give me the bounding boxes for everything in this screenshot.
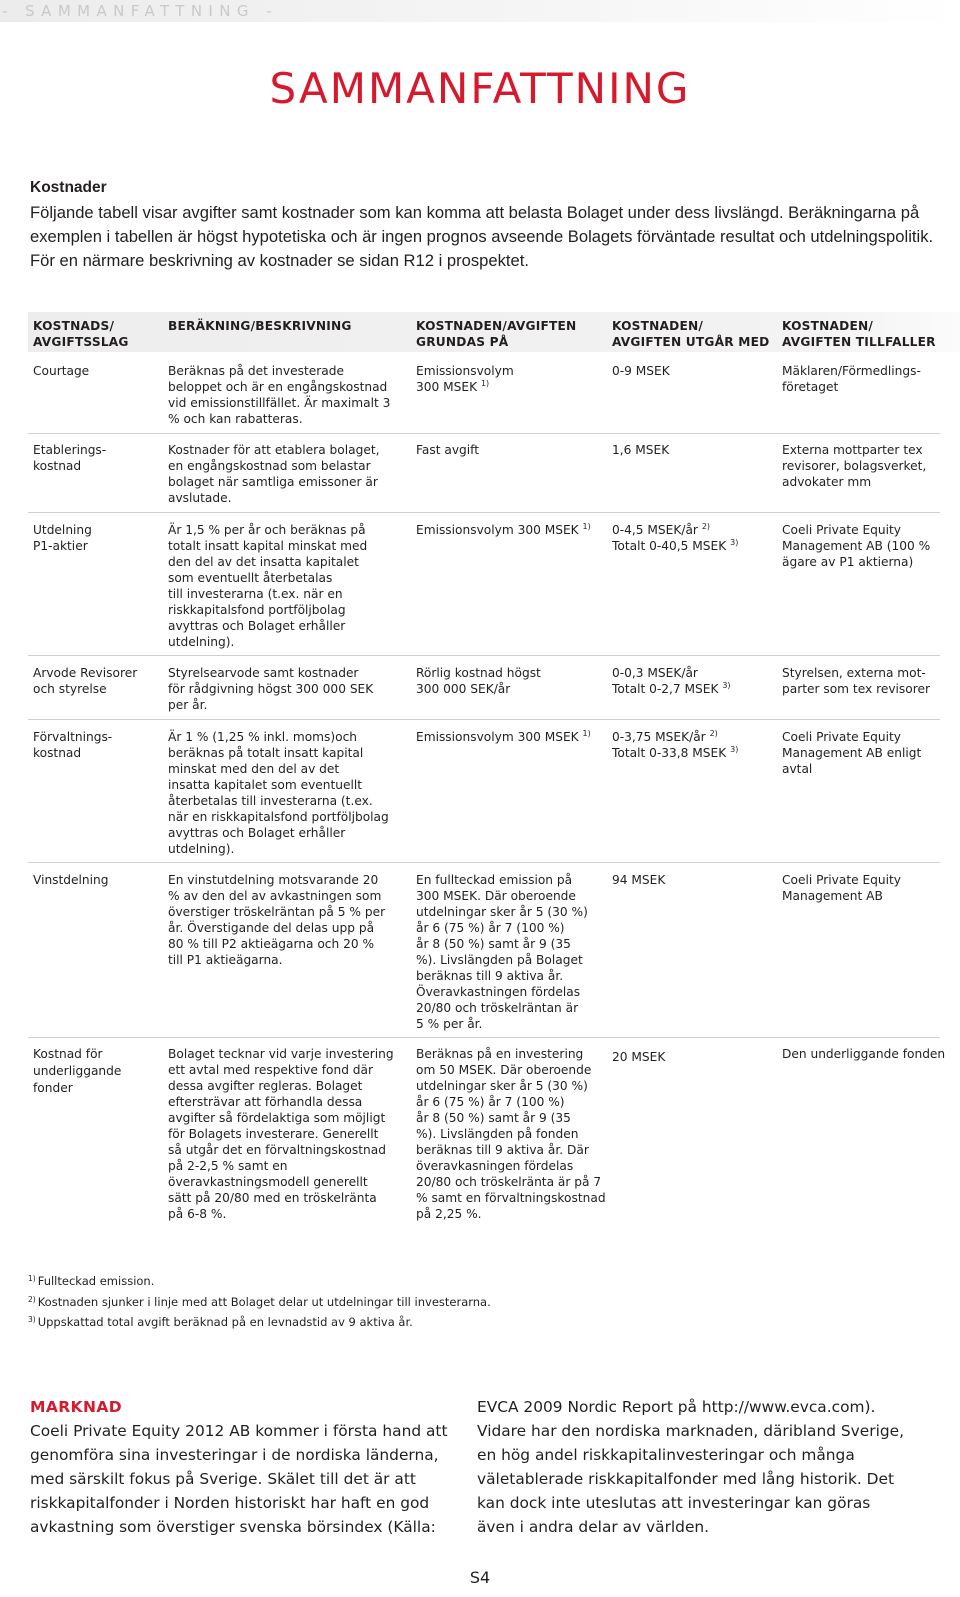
cell-description: Är 1 % (1,25 % inkl. moms)och beräknas på totalt insatt kapital minskat med den del av det insatta kapitalet som eventuellt återbetalas till investerarna (t.ex. när en riskkapitalsfond portföljbolag avyttras och Bolaget erhåller utdelning). bbox=[168, 730, 389, 856]
footnote-text: Kostnaden sjunker i linje med att Bolaget delar ut utdelningar till investerarna. bbox=[37, 1295, 491, 1309]
column-header-amount: KOSTNADEN/ AVGIFTEN UTGÅR MED bbox=[612, 319, 770, 349]
cell-description: Kostnader för att etablera bolaget, en engångskostnad som belastar bolaget när samtliga emissoner är avslutade. bbox=[168, 443, 380, 505]
cell-basis bbox=[416, 363, 606, 395]
footnote-ref: 1) bbox=[480, 379, 490, 388]
cell-amount bbox=[612, 665, 731, 697]
cell-amount: 94 MSEK bbox=[612, 873, 666, 887]
cell-amount: 20 MSEK bbox=[612, 1050, 666, 1064]
row-divider bbox=[28, 862, 940, 863]
row-divider bbox=[28, 512, 940, 513]
column-header-basis: KOSTNADEN/AVGIFTEN GRUNDAS PÅ bbox=[416, 319, 577, 349]
market-text-right: EVCA 2009 Nordic Report på http://www.evca.com). Vidare har den nordiska marknaden, däribland Sverige, en hög andel riskkapitalinvesteringar och många väletablerade riskkapitalfonder med lång historik. Det kan dock inte uteslutas att investeringar kan göras även i andra delar av världen. bbox=[477, 1398, 904, 1536]
row-divider bbox=[28, 433, 940, 434]
footnote-text: Fullteckad emission. bbox=[37, 1274, 155, 1288]
row-divider bbox=[28, 1037, 940, 1038]
cell-basis-text: Emissionsvolym 300 MSEK bbox=[416, 523, 579, 537]
column-header-recipient: KOSTNADEN/ AVGIFTEN TILLFALLER bbox=[782, 319, 936, 349]
cell-recipient: Styrelsen, externa mot- parter som tex revisorer bbox=[782, 666, 930, 696]
cell-amount-line2: Totalt 0-2,7 MSEK bbox=[612, 682, 719, 696]
cell-basis: Beräknas på en investering om 50 MSEK. Där oberoende utdelningar sker år 5 (30 %) år 6 (75 %) år 7 (100 %) år 8 (50 %) samt år 9 (35 %). Livslängden på fonden beräknas till 9 aktiva år. Där överavkasningen fördelas 20/80 och tröskelränta är på 7 % samt en förvaltningskostnad på 2,25 %. bbox=[416, 1047, 606, 1221]
footnote-number: 2) bbox=[28, 1295, 36, 1304]
cell-description: En vinstutdelning motsvarande 20 % av den del av avkastningen som överstiger tröskelräntan på 5 % per år. Överstigande del delas upp på 80 % till P2 aktieägarna och 20 % till P1 aktieägarna. bbox=[168, 873, 386, 967]
cell-description: Bolaget tecknar vid varje investering ett avtal med respektive fond där dessa avgifter regleras. Bolaget eftersträvar att förhandla dessa avgifter så fördelaktiga som möjligt för Bolagets investerare. Generellt så utgår det en förvaltningskostnad på 2-2,5 % samt en överavkastningsmodell generellt sätt på 20/80 med en tröskelränta på 6-8 %. bbox=[168, 1047, 394, 1221]
cell-amount bbox=[612, 522, 738, 554]
footnote-ref: 1) bbox=[582, 729, 591, 738]
cell-recipient: Den underliggande fonden bbox=[782, 1047, 946, 1061]
cell-amount-line2: Totalt 0-40,5 MSEK bbox=[612, 539, 727, 553]
cell-amount-line2: Totalt 0-33,8 MSEK bbox=[612, 746, 727, 760]
page-title: SAMMANFATTNING bbox=[269, 64, 691, 113]
footnote-ref: 2) bbox=[701, 522, 711, 531]
footnote bbox=[28, 1312, 413, 1330]
cell-amount-line1: 0-0,3 MSEK/år bbox=[612, 666, 698, 680]
market-text-left: Coeli Private Equity 2012 AB kommer i första hand att genomföra sina investeringar i de nordiska länderna, med särskilt fokus på Sverige. Skälet till det är att riskkapitalfonder i Norden historiskt har haft en god avkastning som överstiger svenska börsindex (Källa: bbox=[30, 1422, 448, 1536]
cell-description: Är 1,5 % per år och beräknas på totalt insatt kapital minskat med den del av det insatta kapitalet som eventuellt återbetalas till investerarna (t.ex. när en riskkapitalsfond portföljbolag avyttras och Bolaget erhåller utdelning). bbox=[168, 523, 368, 649]
costs-intro: Följande tabell visar avgifter samt kostnader som kan komma att belasta Bolaget under dess livslängd. Beräkningarna på exemplen i tabellen är högst hypotetiska och är ingen prognos avseende Bolagets förväntade resultat och utdelningspolitik. För en närmare beskrivning av kostnader se sidan R12 i prospektet. bbox=[30, 203, 934, 270]
page-number: S4 bbox=[469, 1568, 491, 1587]
cell-description: Styrelsearvode samt kostnader för rådgivning högst 300 000 SEK per år. bbox=[168, 666, 374, 712]
cell-basis-text: Emissionsvolym 300 MSEK bbox=[416, 730, 579, 744]
market-heading: MARKNAD bbox=[30, 1398, 123, 1416]
footnote bbox=[28, 1292, 491, 1310]
cell-recipient: Externa mottparter tex revisorer, bolagsverket, advokater mm bbox=[782, 443, 927, 489]
footnote-ref: 2) bbox=[709, 729, 718, 738]
cell-recipient: Coeli Private Equity Management AB enligt avtal bbox=[782, 730, 922, 776]
cell-recipient: Mäklaren/Förmedlings- företaget bbox=[782, 364, 921, 394]
cell-amount-line1: 0-3,75 MSEK/år bbox=[612, 730, 706, 744]
footnote-number: 3) bbox=[28, 1315, 36, 1324]
footnote-ref: 3) bbox=[730, 745, 739, 754]
cell-type: Utdelning P1-aktier bbox=[33, 523, 92, 553]
costs-heading: Kostnader bbox=[30, 179, 107, 196]
footnote-ref: 3) bbox=[730, 538, 739, 547]
footnote bbox=[28, 1271, 154, 1289]
cell-type: Förvaltnings- kostnad bbox=[33, 730, 113, 760]
cell-amount-line1: 0-4,5 MSEK/år bbox=[612, 523, 698, 537]
cell-type: Courtage bbox=[33, 364, 90, 378]
cell-recipient: Coeli Private Equity Management AB bbox=[782, 873, 902, 903]
cell-basis bbox=[416, 729, 606, 745]
row-divider bbox=[28, 655, 940, 656]
row-divider bbox=[28, 719, 940, 720]
cell-basis bbox=[416, 522, 606, 538]
cell-type: Kostnad för underliggande fonder bbox=[33, 1047, 122, 1095]
cell-description: Beräknas på det investerade beloppet och är en engångskostnad vid emissionstillfället. Är maximalt 3 % och kan rabatteras. bbox=[168, 364, 391, 426]
cell-basis-text: Emissionsvolym 300 MSEK bbox=[416, 364, 514, 394]
footnote-ref: 3) bbox=[722, 681, 731, 690]
footnote-text: Uppskattad total avgift beräknad på en levnadstid av 9 aktiva år. bbox=[37, 1315, 413, 1329]
cell-basis: En fullteckad emission på 300 MSEK. Där oberoende utdelningar sker år 5 (30 %) år 6 (75 %) år 7 (100 %) år 8 (50 %) samt år 9 (35 %). Livslängden på Bolaget beräknas till 9 aktiva år. Överavkastningen fördelas 20/80 och tröskelräntan är 5 % per år. bbox=[416, 873, 588, 1031]
cell-type: Etablerings- kostnad bbox=[33, 443, 107, 473]
cell-recipient: Coeli Private Equity Management AB (100 % ägare av P1 aktierna) bbox=[782, 523, 931, 569]
footnote-ref: 1) bbox=[582, 522, 591, 531]
cell-amount: 1,6 MSEK bbox=[612, 443, 670, 457]
cell-basis: Rörlig kostnad högst 300 000 SEK/år bbox=[416, 666, 541, 696]
cell-type: Vinstdelning bbox=[33, 873, 109, 887]
cell-basis: Fast avgift bbox=[416, 443, 480, 457]
running-head: - SAMMANFATTNING - bbox=[0, 0, 960, 22]
cell-amount bbox=[612, 729, 738, 761]
cell-amount: 0-9 MSEK bbox=[612, 364, 670, 378]
column-header-description: BERÄKNING/BESKRIVNING bbox=[168, 319, 352, 333]
footnote-number: 1) bbox=[28, 1274, 36, 1283]
column-header-type: KOSTNADS/ AVGIFTSSLAG bbox=[33, 319, 129, 349]
cell-type: Arvode Revisorer och styrelse bbox=[33, 666, 138, 696]
